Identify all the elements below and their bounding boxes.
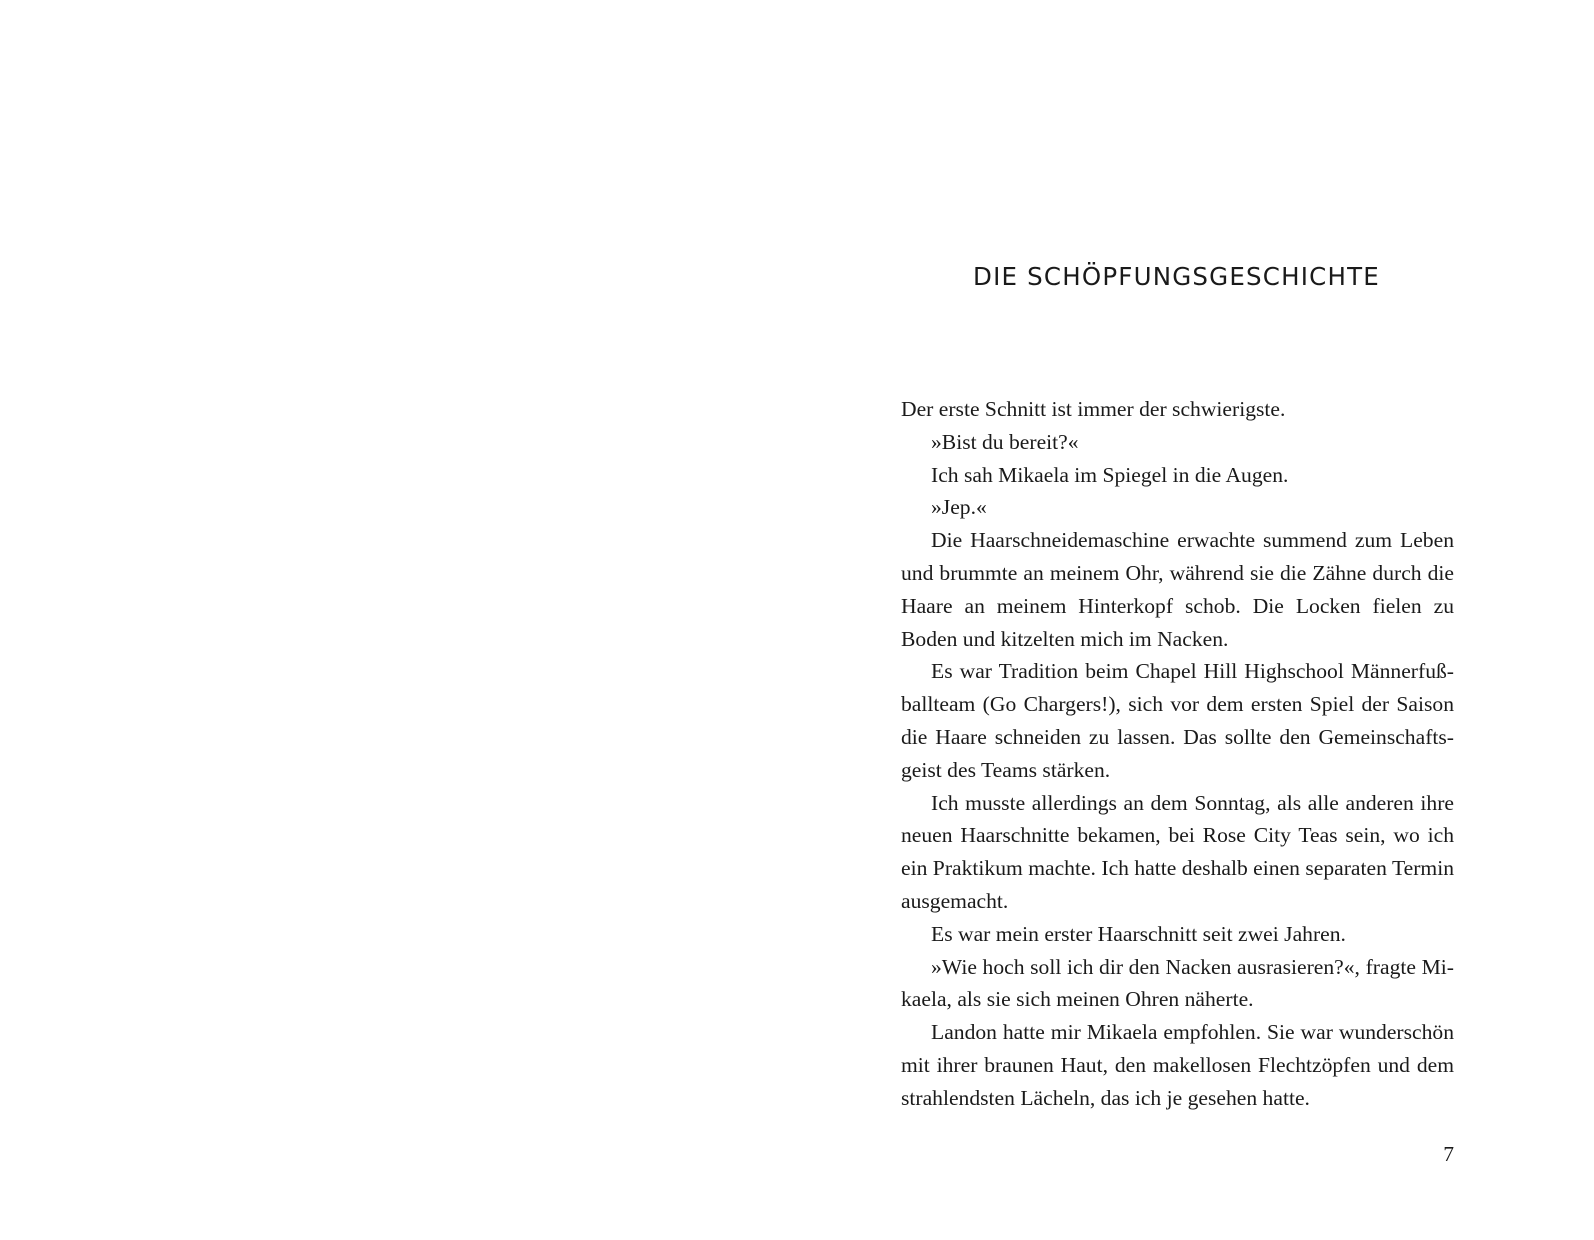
chapter-title: DIE SCHÖPFUNGSGESCHICHTE [973, 262, 1380, 291]
paragraph-7: Ich musste allerdings an dem Sonntag, als alle anderen ihre neuen Haarschnitte bekamen, bei Rose City Teas sein, wo ich ein Praktikum machte. Ich hatte deshalb einen separaten Termin ausgemacht. [901, 790, 1454, 913]
paragraph-4: »Jep.« [931, 495, 987, 520]
paragraph-8: Es war mein erster Haarschnitt seit zwei Jahren. [931, 921, 1346, 946]
right-page [797, 0, 1594, 1240]
body-text [901, 393, 1454, 1115]
paragraph-10: Landon hatte mir Mikaela empfohlen. Sie war wunderschön mit ihrer braunen Haut, den makellosen Flechtzöpfen und dem strahlendsten Lächeln, das ich je gesehen hatte. [901, 1020, 1454, 1110]
paragraph-3: Ich sah Mikaela im Spiegel in die Augen. [931, 462, 1289, 487]
paragraph-5: Die Haarschneidemaschine erwachte summend zum Leben und brummte an meinem Ohr, während sie die Zähne durch die Haare an meinem Hinterkopf schob. Die Locken fielen zu Boden und kitzelten mich im Nacken. [901, 528, 1454, 651]
page-number: 7 [1443, 1142, 1454, 1166]
paragraph-6: Es war Tradition beim Chapel Hill Highschool Männerfußballteam (Go Chargers!), sich vor dem ersten Spiel der Saison die Haare schneiden zu lassen. Das sollte den Gemeinschaftsgeist des Teams stärken. [901, 659, 1454, 782]
paragraph-9: »Wie hoch soll ich dir den Nacken ausrasieren?«, fragte Mikaela, als sie sich meinen Ohren näherte. [901, 954, 1454, 1012]
paragraph-2: »Bist du bereit?« [931, 429, 1079, 454]
paragraph-1: Der erste Schnitt ist immer der schwierigste. [901, 397, 1286, 421]
